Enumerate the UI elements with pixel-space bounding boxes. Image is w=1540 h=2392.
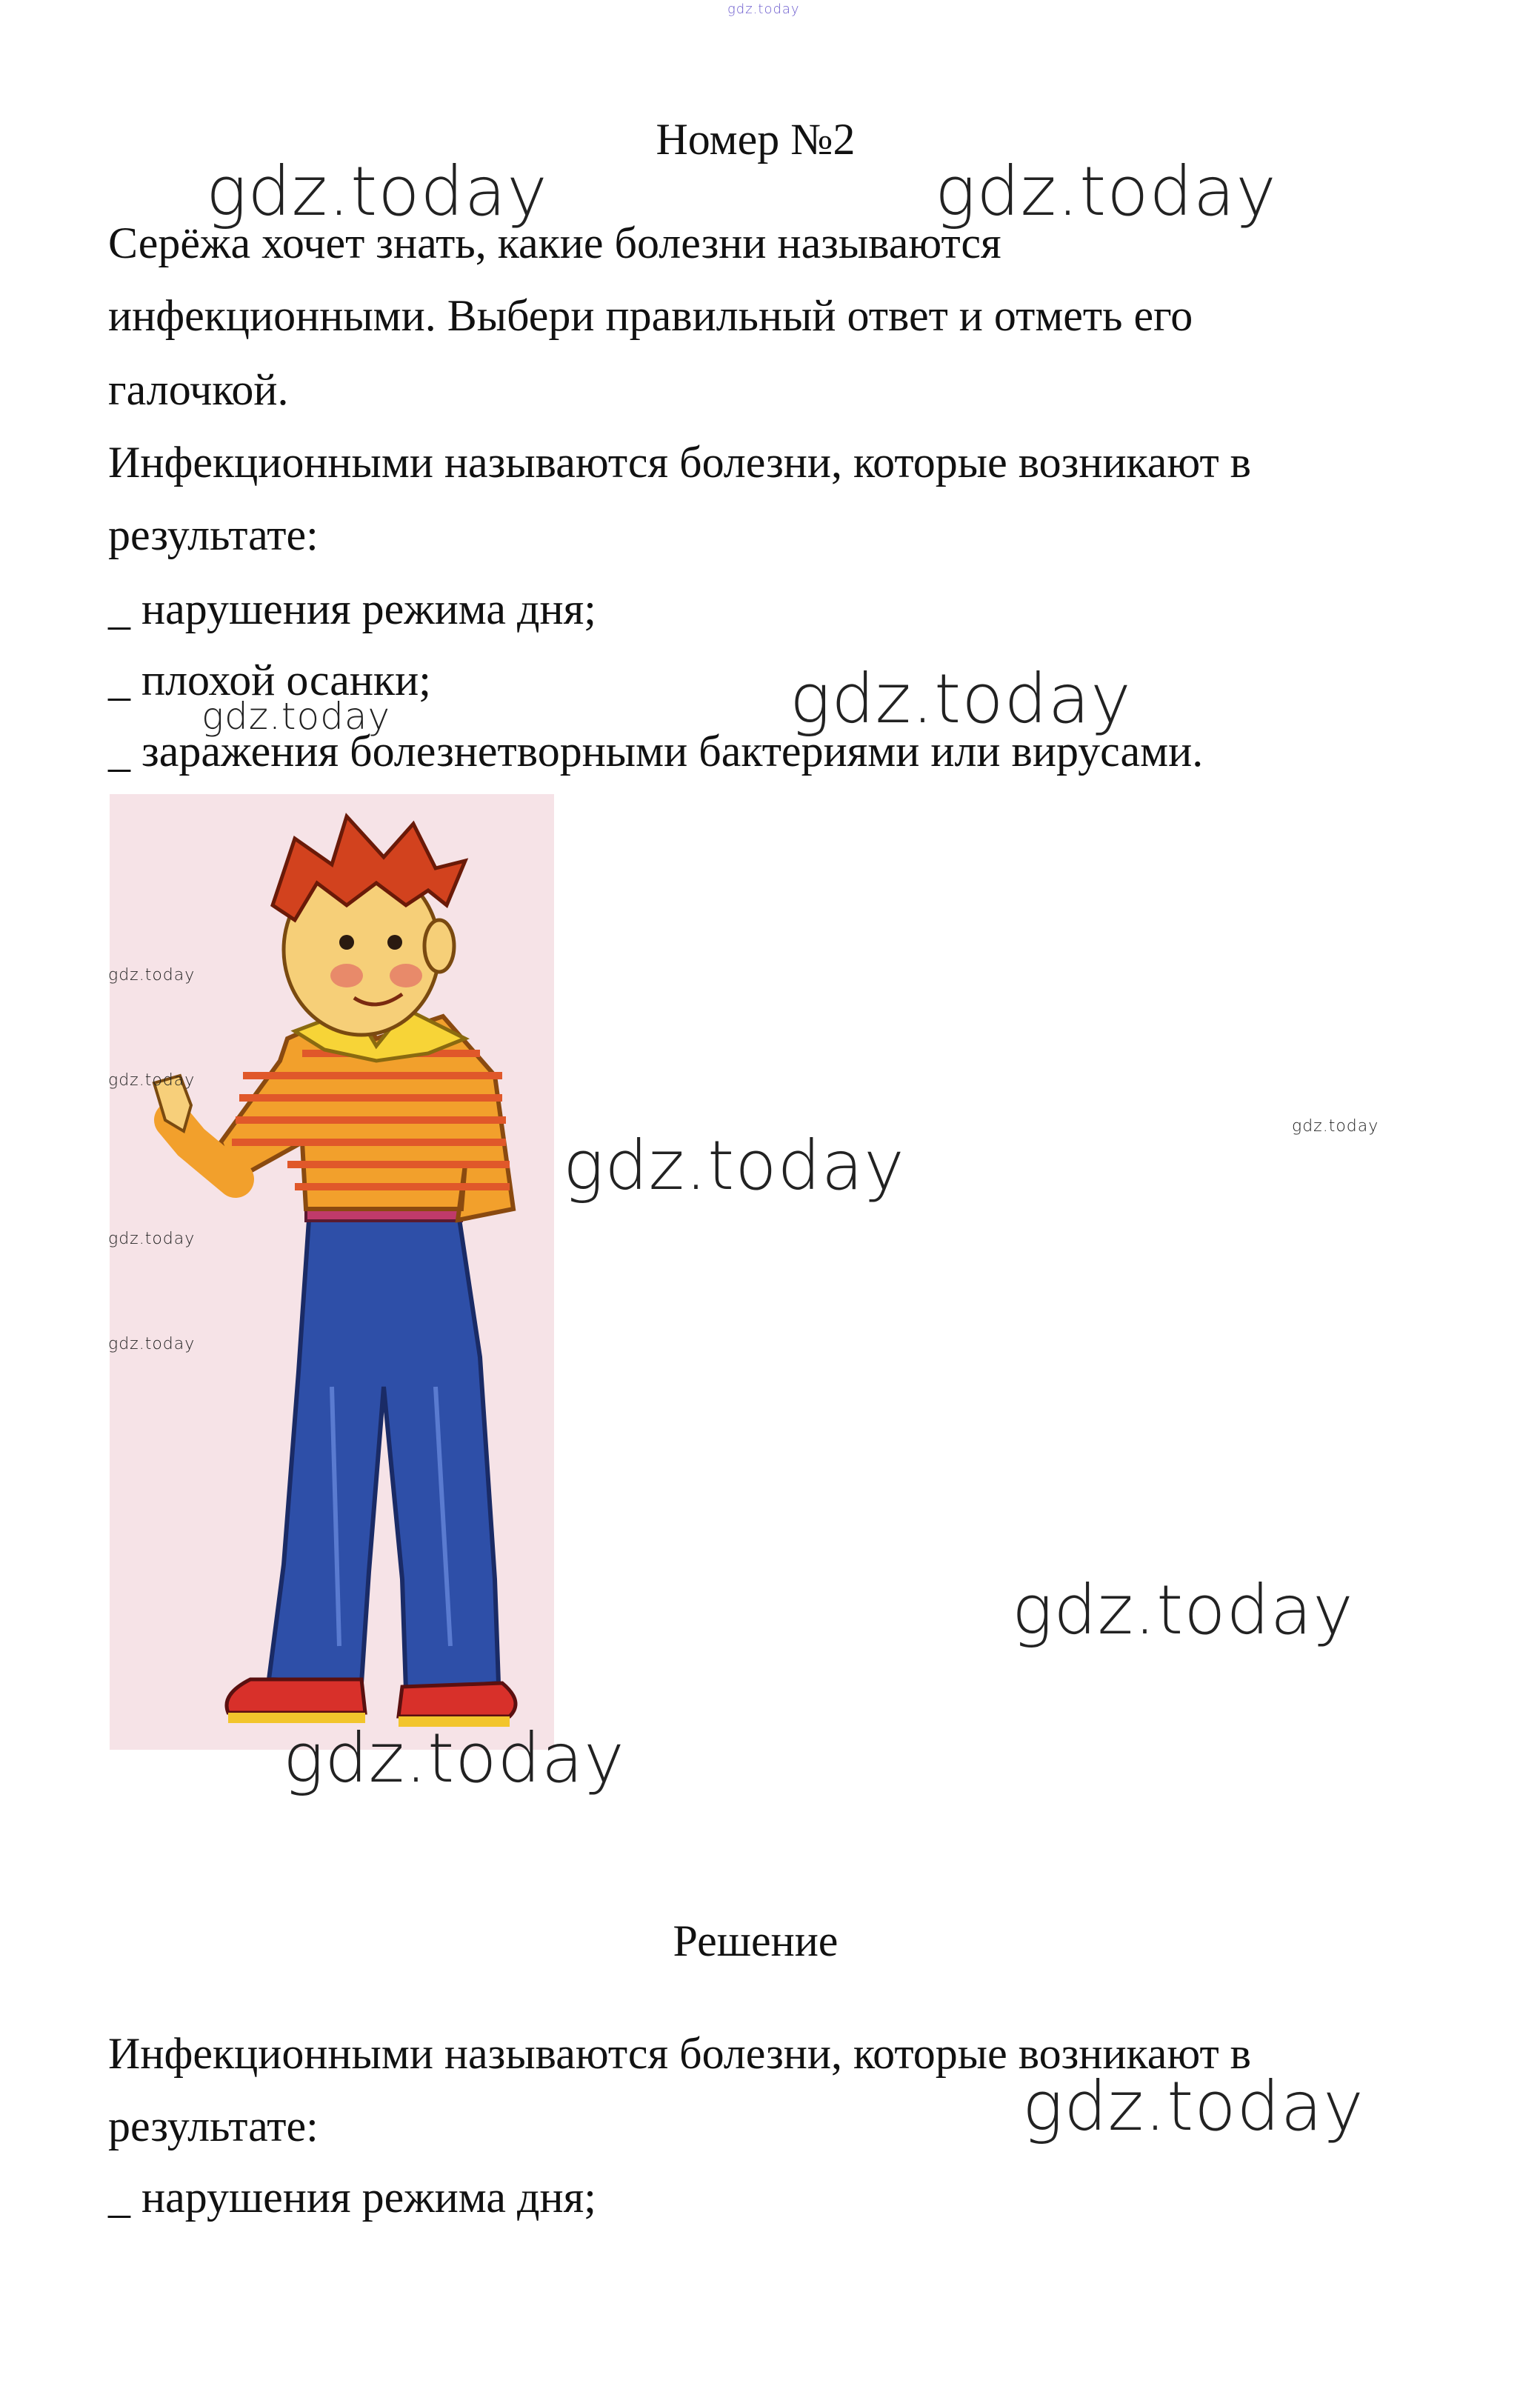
watermark: gdz.today (935, 152, 1277, 231)
watermark: gdz.today (1292, 1117, 1379, 1136)
task-line-3: галочкой. (108, 365, 289, 414)
watermark: gdz.today (108, 1230, 196, 1248)
page-title: Номер №2 (656, 115, 856, 164)
boy-illustration-icon (110, 794, 554, 1750)
task-line-1: Серёжа хочет знать, какие болезни называются (108, 219, 1001, 267)
solution-heading: Решение (673, 1916, 839, 1965)
task-line-4: Инфекционными называются болезни, которые возникают в (108, 438, 1252, 487)
watermark: gdz.today (563, 1126, 905, 1205)
watermark: gdz.today (108, 966, 196, 985)
solution-line-2: результате: (108, 2102, 319, 2151)
boy-illustration (110, 794, 554, 1750)
solution-option-1: _ нарушения режима дня; (108, 2173, 596, 2222)
task-option-2: _ плохой осанки; (108, 656, 431, 704)
solution-line-1: Инфекционными называются болезни, которые возникают в (108, 2029, 1252, 2078)
watermark: gdz.today (1022, 2067, 1364, 2146)
watermark: gdz.today (283, 1719, 625, 1798)
watermark: gdz.today (201, 695, 391, 738)
top-watermark: gdz.today (727, 1, 800, 17)
task-line-5: результате: (108, 510, 319, 559)
task-option-1: _ нарушения режима дня; (108, 584, 596, 633)
watermark: gdz.today (790, 659, 1132, 739)
watermark: gdz.today (108, 1335, 196, 1353)
task-option-3: _ заражения болезнетворными бактериями или вирусами. (108, 727, 1204, 776)
watermark: gdz.today (108, 1071, 196, 1090)
watermark: gdz.today (1012, 1570, 1354, 1650)
task-line-2: инфекционными. Выбери правильный ответ и отметь его (108, 291, 1193, 340)
watermark: gdz.today (206, 152, 548, 231)
